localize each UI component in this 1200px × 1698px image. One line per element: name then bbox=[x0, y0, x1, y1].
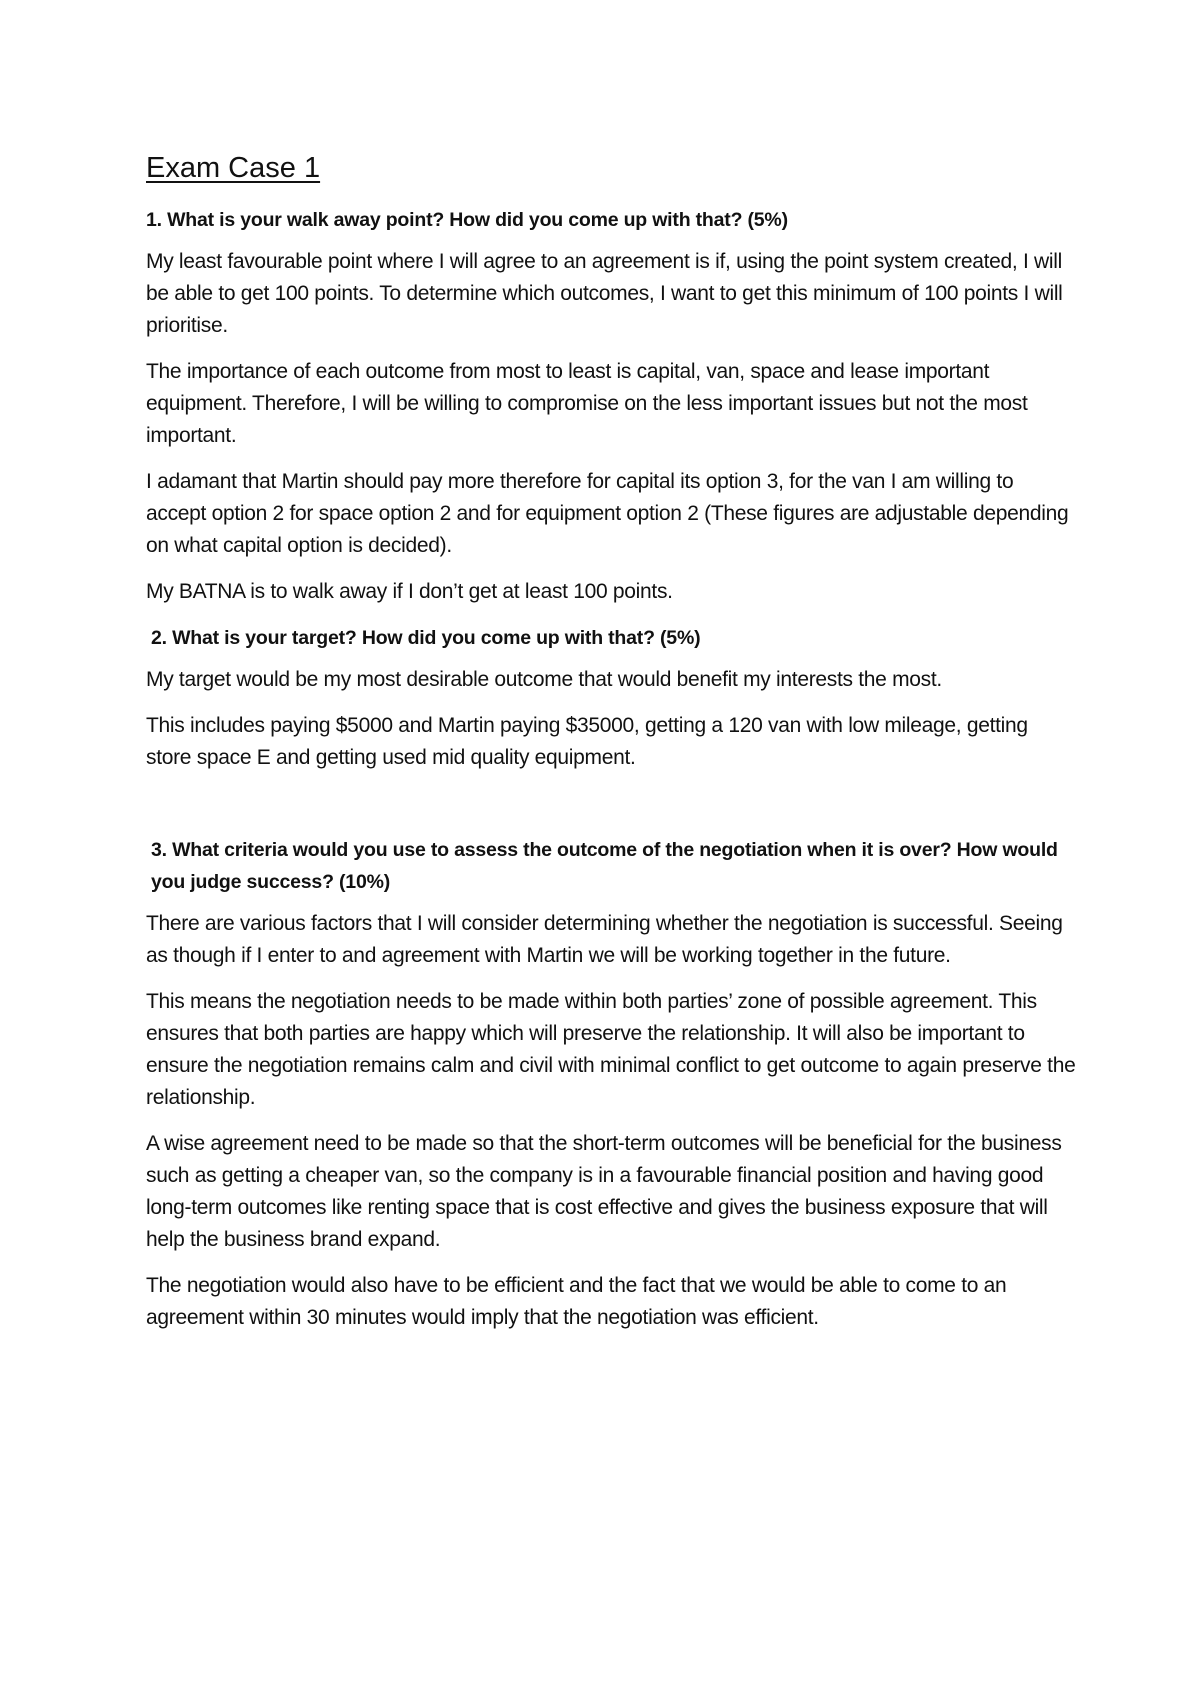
answer-3-paragraph-2: This means the negotiation needs to be made within both parties’ zone of possible agreement. This ensures that both parties are happy which will preserve the relationship. It will also be important to ensure the negotiation remains calm and civil with minimal conflict to get outcome to again preserve the relationship. bbox=[146, 990, 1076, 1109]
question-2: 2. What is your target? How did you come up with that? (5%) bbox=[151, 627, 701, 649]
answer-1-paragraph-4: My BATNA is to walk away if I don’t get at least 100 points. bbox=[146, 580, 673, 603]
answer-3-paragraph-4: The negotiation would also have to be efficient and the fact that we would be able to come to an agreement within 30 minutes would imply that the negotiation was efficient. bbox=[146, 1274, 1007, 1329]
answer-2-paragraph-2: This includes paying $5000 and Martin paying $35000, getting a 120 van with low mileage, getting store space E and getting used mid quality equipment. bbox=[146, 714, 1028, 769]
document-title: Exam Case 1 bbox=[146, 152, 321, 184]
blank-line bbox=[146, 788, 1076, 834]
answer-1-paragraph-2: The importance of each outcome from most to least is capital, van, space and lease important equipment. Therefore, I will be willing to compromise on the less important issues but not the most important. bbox=[146, 360, 1028, 447]
answer-1-paragraph-1: My least favourable point where I will agree to an agreement is if, using the point system created, I will be able to get 100 points. To determine which outcomes, I want to get this minimum of 100 points I will prioritise. bbox=[146, 250, 1063, 337]
answer-1-paragraph-3: I adamant that Martin should pay more therefore for capital its option 3, for the van I am willing to accept option 2 for space option 2 and for equipment option 2 (These figures are adjustable depending on what capital option is decided). bbox=[146, 470, 1069, 557]
answer-3-paragraph-3: A wise agreement need to be made so that the short-term outcomes will be beneficial for the business such as getting a cheaper van, so the company is in a favourable financial position and having good long-term outcomes like renting space that is cost effective and gives the business exposure that will help the business brand expand. bbox=[146, 1132, 1062, 1251]
question-1: 1. What is your walk away point? How did you come up with that? (5%) bbox=[146, 209, 788, 231]
question-3: 3. What criteria would you use to assess the outcome of the negotiation when it is over? How would you judge success? (10%) bbox=[151, 839, 1058, 893]
answer-2-paragraph-1: My target would be my most desirable outcome that would benefit my interests the most. bbox=[146, 668, 942, 691]
answer-3-paragraph-1: There are various factors that I will consider determining whether the negotiation is successful. Seeing as though if I enter to and agreement with Martin we will be working together in the future. bbox=[146, 912, 1063, 967]
document-body bbox=[146, 150, 1076, 1348]
